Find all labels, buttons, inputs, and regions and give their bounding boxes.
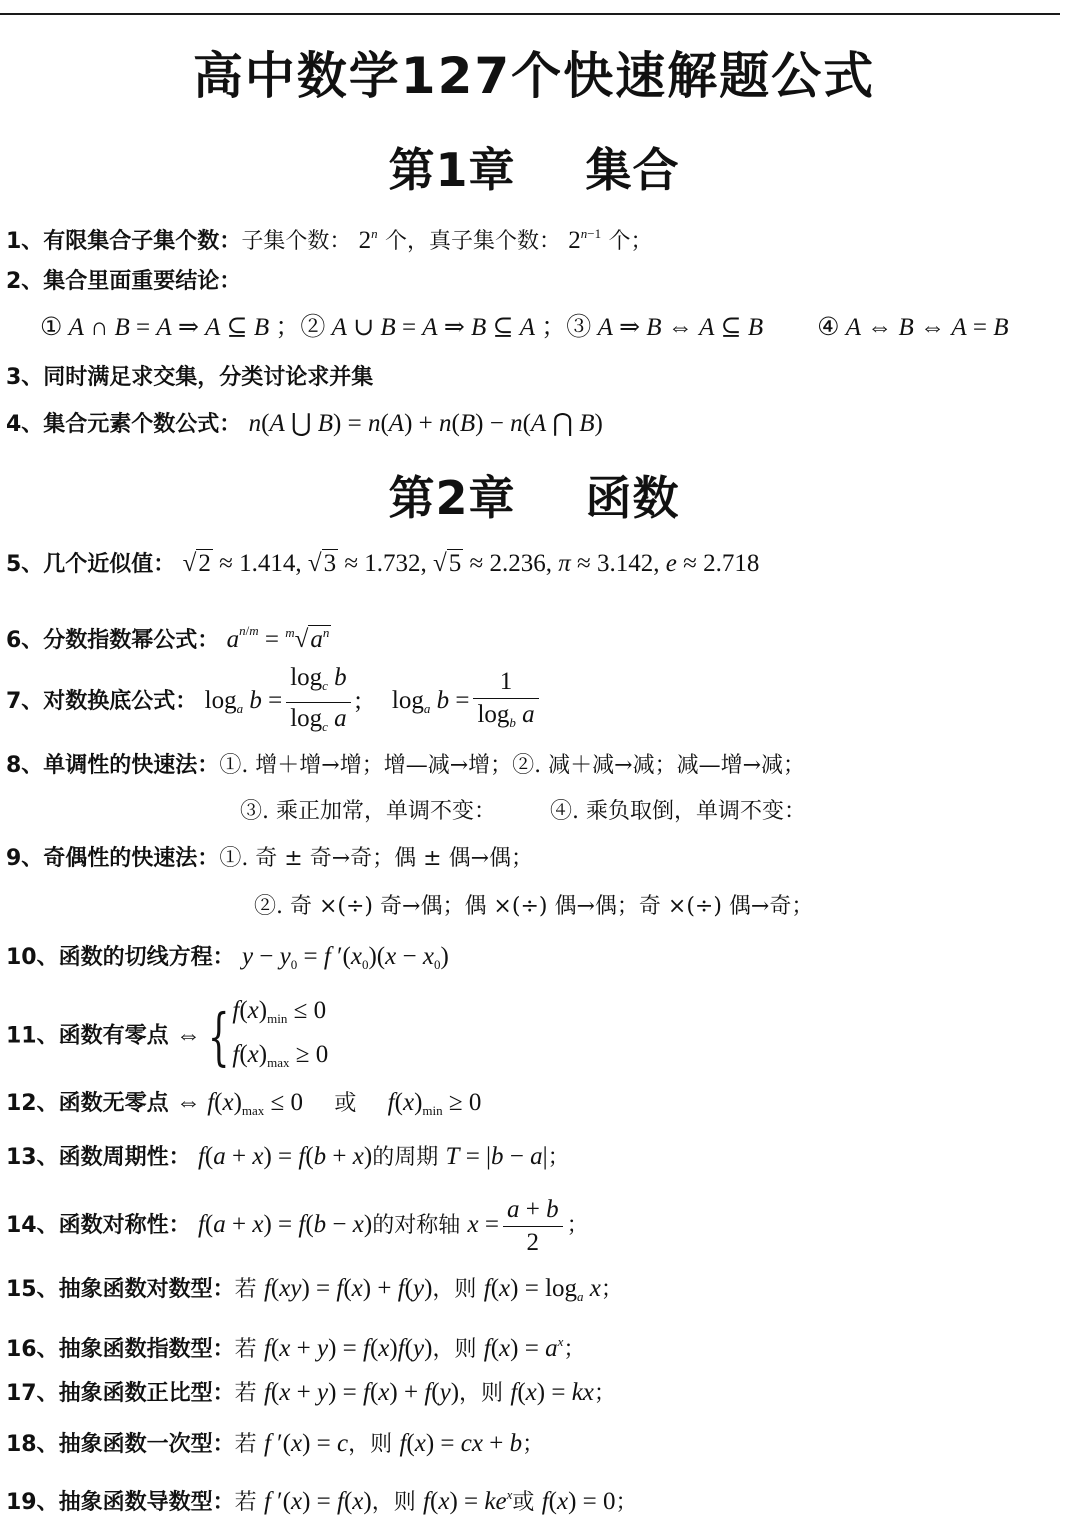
formula-item-16: 16、抽象函数指数型：若 f(x + y) = f(x)f(y)，则 $f(x) = a^x$； xyxy=(6,1334,586,1362)
item-label: 2、集合里面重要结论： xyxy=(6,269,242,294)
item-text: ，则 xyxy=(432,1277,477,1302)
formula: $f(x) = \log_a x$ xyxy=(483,1275,601,1304)
item-text: 个； xyxy=(608,229,653,254)
item-label: 13、函数周期性： xyxy=(6,1145,191,1170)
formula: $y - y_0 = f$ $'(x_0)(x - x_0)$ xyxy=(241,943,449,972)
chapter-name: 函数 xyxy=(585,471,680,525)
formula-item-3 xyxy=(6,362,1070,393)
item-text: ，则 xyxy=(348,1432,393,1457)
formula-item-9 xyxy=(6,843,1070,874)
formula: f ′(x) = c xyxy=(263,1430,349,1457)
item-label: 16、抽象函数指数型： xyxy=(6,1337,235,1362)
item-text: 若 xyxy=(234,1337,257,1362)
item-text: 的对称轴 xyxy=(372,1213,461,1239)
formula-item-9-line2 xyxy=(254,891,1070,922)
item-label: 18、抽象函数一次型： xyxy=(6,1432,235,1457)
item-text: ，则 xyxy=(371,1490,416,1515)
item-text: 若 xyxy=(234,1277,257,1302)
item-label: 8、单调性的快速法： xyxy=(6,753,220,778)
formula-item-1 xyxy=(6,219,1070,257)
formula: f(xy) = f(x) + f(y) xyxy=(263,1275,433,1302)
formula-item-14: 14、函数对称性： f(a + x) = f(b − x)的对称轴 x = $\frac{a + b}{2}$ ； xyxy=(6,1196,589,1256)
item-text: ①. 奇 ± 奇→奇；偶 ± 偶→偶； xyxy=(219,846,534,871)
item-text: ，则 xyxy=(459,1381,504,1406)
formula: ⇔ $f(x)_{max} \le 0$ xyxy=(175,1089,304,1118)
formula: f(x) = 0 xyxy=(541,1488,616,1515)
formula: f(x) = cx + b xyxy=(399,1430,523,1457)
formula-item-19: 19、抽象函数导数型：若 f ′(x) = f(x)，则 $f(x) = ke^x$或 f(x) = 0； xyxy=(6,1487,638,1515)
formula: f(x + y) = f(x) + f(y) xyxy=(263,1379,460,1406)
top-rule xyxy=(0,13,1060,15)
item-text: 子集个数： xyxy=(241,229,352,254)
formula: f(x + y) = f(x)f(y) xyxy=(263,1335,433,1362)
item-label: 12、函数无零点 xyxy=(6,1091,169,1116)
chapter-name: 集合 xyxy=(585,143,680,197)
item-label: 17、抽象函数正比型： xyxy=(6,1381,235,1406)
formula-item-5 xyxy=(6,549,1070,580)
formula: √2 ≈ 1.414, √3 ≈ 1.732, √5 ≈ 2.236, π ≈ 3.142, e ≈ 2.718 xyxy=(182,550,760,577)
formula: f(a + x) = f(b − x) xyxy=(197,1211,373,1239)
formula: $f(x)_{min} \ge 0$ xyxy=(387,1089,482,1118)
item-text: ②. 奇 ×(÷) 奇→偶；偶 ×(÷) 偶→偶；奇 ×(÷) 偶→奇； xyxy=(254,894,814,919)
formula: $\log_a b$ = $\frac{\log_c b}{\log_c a}$ ; $\log_a b$ = $\frac{1}{\log_b a}$ xyxy=(205,687,543,714)
item-label: 1、有限集合子集个数： xyxy=(6,229,242,254)
chapter-number: 第2章 xyxy=(388,471,516,525)
formula-item-7 xyxy=(6,664,1070,741)
formula: n(A ⋃ B) = n(A) + n(B) − n(A ⋂ B) xyxy=(248,410,603,437)
item-label: 4、集合元素个数公式： xyxy=(6,412,242,437)
item-text: 若 xyxy=(234,1381,257,1406)
formula: ① A ∩ B = A ⇒ A ⊆ B ；② A ∪ B = A ⇒ B ⊆ A ；③ A ⇒ B ⇔ A ⊆ B ④ A ⇔ B ⇔ A = B xyxy=(40,314,1009,341)
chapter-number: 第1章 xyxy=(388,143,516,197)
item-text: ，则 xyxy=(432,1337,477,1362)
item-label: 14、函数对称性： xyxy=(6,1213,191,1239)
item-text: 或 xyxy=(512,1490,535,1515)
formula-item-8 xyxy=(6,750,1070,781)
item-label: 3、同时满足求交集，分类讨论求并集 xyxy=(6,365,374,390)
formula: $a^{n/m} = ^m√a^n$ xyxy=(226,623,330,653)
item-label: 5、几个近似值： xyxy=(6,552,176,577)
item-text: ③. 乘正加常，单调不变： xyxy=(240,799,496,824)
formula-item-6 xyxy=(6,616,1070,656)
item-label: 7、对数换底公式： xyxy=(6,689,198,715)
formula-item-4 xyxy=(6,409,1070,440)
page-title: 高中数学127个快速解题公式 xyxy=(192,47,876,105)
chapter-2-heading xyxy=(0,462,1068,528)
item-text: 个，真子集个数： xyxy=(384,229,561,254)
formula: T = |b − a| xyxy=(445,1143,548,1170)
formula: 2$^n$ xyxy=(358,226,378,254)
formula-item-13: 13、函数周期性： f(a + x) = f(b + x)的周期 T = |b − a|； xyxy=(6,1143,570,1170)
chapter-1-heading xyxy=(0,134,1068,200)
formula-item-15: 15、抽象函数对数型：若 f(xy) = f(x) + f(y)，则 $f(x) = \log_a x$； xyxy=(6,1275,623,1304)
item-text: ④. 乘负取倒，单调不变： xyxy=(550,799,806,824)
item-label: 11、函数有零点 xyxy=(6,1023,169,1049)
formula: x = $\frac{a + b}{2}$ xyxy=(468,1211,567,1238)
formula-item-18: 18、抽象函数一次型：若 f ′(x) = c，则 f(x) = cx + b； xyxy=(6,1430,545,1457)
formula-item-2-detail xyxy=(40,313,1070,343)
formula: f ′(x) = f(x) xyxy=(263,1488,372,1515)
item-text: 若 xyxy=(234,1432,257,1457)
formula: $f(x) = ke^x$ xyxy=(423,1487,513,1515)
item-text: 若 xyxy=(234,1490,257,1515)
formula-item-11 xyxy=(6,993,1070,1081)
formula-item-8-line2 xyxy=(240,796,1070,827)
formula: ⇔ { $f(x)_{min} \le 0$ $f(x)_{max} \ge 0$ xyxy=(175,997,329,1073)
item-label: 6、分数指数幂公式： xyxy=(6,628,220,653)
item-label: 19、抽象函数导数型： xyxy=(6,1490,235,1515)
formula-item-2 xyxy=(6,266,1070,297)
formula-item-10 xyxy=(6,942,1070,980)
formula-item-17: 17、抽象函数正比型：若 f(x + y) = f(x) + f(y)，则 f(x) = kx； xyxy=(6,1379,616,1406)
formula: f(x) = kx xyxy=(510,1379,594,1406)
item-label: 10、函数的切线方程： xyxy=(6,945,235,970)
formula-item-12 xyxy=(6,1088,1070,1126)
item-label: 15、抽象函数对数型： xyxy=(6,1277,235,1302)
item-text: 的周期 xyxy=(372,1145,439,1170)
item-text: ①. 增＋增→增；增—减→增；②. 减＋减→减；减—增→减； xyxy=(219,753,806,778)
item-text: 或 xyxy=(334,1091,357,1116)
formula: $2^{n-1}$ xyxy=(568,226,602,254)
formula: f(a + x) = f(b + x) xyxy=(197,1143,373,1170)
item-label: 9、奇偶性的快速法： xyxy=(6,846,220,871)
formula: $f(x) = a^x$ xyxy=(483,1334,564,1362)
